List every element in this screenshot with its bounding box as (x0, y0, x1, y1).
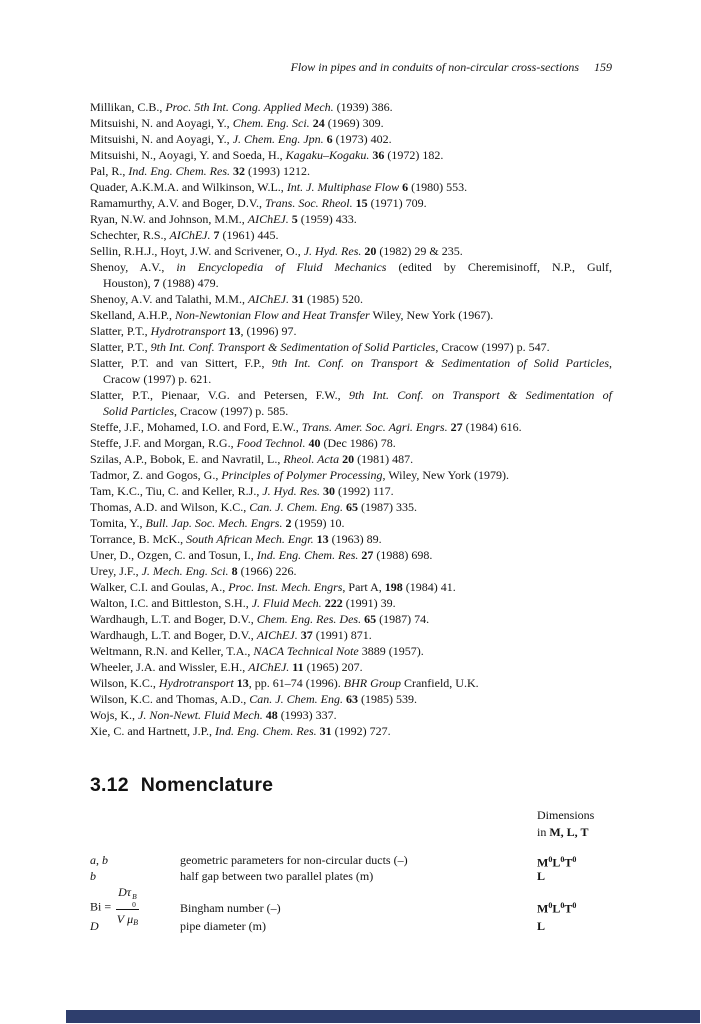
reference-entry (90, 131, 612, 147)
reference-line: Shenoy, A.V., in Encyclopedia of Fluid Mechanics (edited by Cheremisinoff, N.P., Gulf, (90, 260, 613, 274)
reference-entry (90, 595, 612, 611)
reference-entry (90, 627, 612, 643)
reference-line: Slatter, P.T. and van Sittert, F.P., 9th Int. Conf. on Transport & Sedimentation of Solid Particles, (90, 356, 613, 370)
reference-entry (90, 115, 612, 131)
reference-entry (90, 547, 612, 563)
reference-entry (90, 579, 612, 595)
reference-line: Szilas, A.P., Bobok, E. and Navratil, L., Rheol. Acta 20 (1981) 487. (90, 452, 414, 466)
nomenclature-row (90, 852, 612, 868)
reference-entry (90, 499, 612, 515)
reference-entry (90, 723, 612, 739)
reference-line: Slatter, P.T., 9th Int. Conf. Transport & Sedimentation of Solid Particles, Cracow (1997) p. 547. (90, 340, 550, 354)
reference-entry (90, 643, 612, 659)
reference-entry (90, 675, 612, 691)
fraction: Dτ B 0 V μB (116, 885, 139, 927)
reference-line: Millikan, C.B., Proc. 5th Int. Cong. Applied Mech. (1939) 386. (90, 100, 393, 114)
reference-line: Sellin, R.H.J., Hoyt, J.W. and Scrivener, O., J. Hyd. Res. 20 (1982) 29 & 235. (90, 244, 463, 258)
reference-line: Quader, A.K.M.A. and Wilkinson, W.L., Int. J. Multiphase Flow 6 (1980) 553. (90, 180, 468, 194)
reference-line: Mitsuishi, N. and Aoyagi, Y., Chem. Eng. Sci. 24 (1969) 309. (90, 116, 384, 130)
nomenclature-row (90, 918, 612, 934)
reference-entry (90, 163, 612, 179)
symbol-cell: D (90, 919, 99, 933)
reference-line: Solid Particles, Cracow (1997) p. 585. (103, 404, 289, 418)
symbol-cell: b (90, 869, 96, 883)
reference-line: Cracow (1997) p. 621. (103, 372, 212, 386)
reference-entry (90, 563, 612, 579)
reference-line: Houston), 7 (1988) 479. (103, 276, 219, 290)
reference-line: Walker, C.I. and Goulas, A., Proc. Inst. Mech. Engrs, Part A, 198 (1984) 41. (90, 580, 456, 594)
symbol-cell: a, b (90, 853, 108, 867)
reference-entry (90, 211, 612, 227)
dimensions-note (537, 807, 594, 841)
reference-line: Weltmann, R.N. and Keller, T.A., NACA Technical Note 3889 (1957). (90, 644, 424, 658)
reference-line: Ryan, N.W. and Johnson, M.M., AIChEJ. 5 (1959) 433. (90, 212, 357, 226)
reference-entry (90, 339, 612, 355)
description-cell: half gap between two parallel plates (m) (180, 869, 374, 883)
description-cell: Bingham number (–) (180, 900, 281, 915)
reference-line: Wilson, K.C. and Thomas, A.D., Can. J. Chem. Eng. 63 (1985) 539. (90, 692, 417, 706)
reference-entry (90, 611, 612, 627)
description-cell: geometric parameters for non-circular ducts (–) (180, 853, 408, 867)
symbol-cell: Bi = Dτ B 0 V μB (90, 884, 180, 931)
reference-entry (90, 243, 612, 259)
reference-entry (90, 419, 612, 435)
running-title: Flow in pipes and in conduits of non-circular cross-sections (290, 60, 579, 74)
nomenclature-row (90, 868, 612, 884)
dimension-cell: L (537, 919, 546, 933)
section-number: 3.12 (90, 774, 129, 796)
reference-line: Slatter, P.T., Hydrotransport 13, (1996) 97. (90, 324, 297, 338)
reference-line: Tomita, Y., Bull. Jap. Soc. Mech. Engrs. 2 (1959) 10. (90, 516, 345, 530)
dimensions-note-line1: Dimensions (537, 808, 595, 822)
reference-line: Shenoy, A.V. and Talathi, M.M., AIChEJ. 31 (1985) 520. (90, 292, 363, 306)
reference-line: Steffe, J.F. and Morgan, R.G., Food Technol. 40 (Dec 1986) 78. (90, 436, 396, 450)
reference-line: Wardhaugh, L.T. and Boger, D.V., Chem. Eng. Res. Des. 65 (1987) 74. (90, 612, 430, 626)
dimension-cell: $M^0L^0T^0$ (537, 855, 577, 870)
reference-line: Skelland, A.H.P., Non-Newtonian Flow and Heat Transfer Wiley, New York (1967). (90, 308, 494, 322)
reference-line: Steffe, J.F., Mohamed, I.O. and Ford, E.W., Trans. Amer. Soc. Agri. Engrs. 27 (1984) 616. (90, 420, 522, 434)
reference-line: Ramamurthy, A.V. and Boger, D.V., Trans. Soc. Rheol. 15 (1971) 709. (90, 196, 427, 210)
references-list (90, 99, 612, 739)
reference-entry (90, 387, 612, 419)
reference-line: Mitsuishi, N. and Aoyagi, Y., J. Chem. Eng. Jpn. 6 (1973) 402. (90, 132, 392, 146)
reference-entry (90, 99, 612, 115)
reference-entry (90, 227, 612, 243)
reference-entry (90, 467, 612, 483)
reference-entry (90, 691, 612, 707)
reference-line: Xie, C. and Hartnett, J.P., Ind. Eng. Chem. Res. 31 (1992) 727. (90, 724, 391, 738)
section-title: Nomenclature (140, 774, 274, 796)
reference-line: Mitsuishi, N., Aoyagi, Y. and Soeda, H., Kagaku–Kogaku. 36 (1972) 182. (90, 148, 444, 162)
reference-entry (90, 259, 612, 291)
reference-entry (90, 323, 612, 339)
reference-line: Torrance, B. McK., South African Mech. Engr. 13 (1963) 89. (90, 532, 382, 546)
reference-entry (90, 451, 612, 467)
scan-edge-bar (66, 1010, 700, 1023)
reference-entry (90, 195, 612, 211)
reference-entry (90, 659, 612, 675)
dimensions-note-line2: in M, L, T (537, 825, 589, 839)
reference-entry (90, 483, 612, 499)
reference-line: Walton, I.C. and Bittleston, S.H., J. Fluid Mech. 222 (1991) 39. (90, 596, 396, 610)
reference-line: Thomas, A.D. and Wilson, K.C., Can. J. Chem. Eng. 65 (1987) 335. (90, 500, 417, 514)
reference-line: Wojs, K., J. Non-Newt. Fluid Mech. 48 (1993) 337. (90, 708, 337, 722)
page-number: 159 (594, 60, 612, 74)
description-cell: pipe diameter (m) (180, 919, 266, 933)
reference-entry (90, 355, 612, 387)
reference-entry (90, 291, 612, 307)
reference-line: Wardhaugh, L.T. and Boger, D.V., AIChEJ. 37 (1991) 871. (90, 628, 372, 642)
running-head (90, 59, 612, 75)
reference-line: Urey, J.F., J. Mech. Eng. Sci. 8 (1966) 226. (90, 564, 297, 578)
reference-entry (90, 179, 612, 195)
reference-line: Wilson, K.C., Hydrotransport 13, pp. 61–74 (1996). BHR Group Cranfield, U.K. (90, 676, 479, 690)
dimension-cell: $M^0L^0T^0$ (537, 901, 577, 916)
dimension-cell: L (537, 869, 546, 883)
reference-entry (90, 435, 612, 451)
reference-entry (90, 707, 612, 723)
reference-entry (90, 307, 612, 323)
reference-line: Schechter, R.S., AIChEJ. 7 (1961) 445. (90, 228, 279, 242)
section-heading (90, 774, 273, 796)
reference-entry (90, 515, 612, 531)
reference-entry (90, 147, 612, 163)
reference-line: Pal, R., Ind. Eng. Chem. Res. 32 (1993) 1212. (90, 164, 310, 178)
reference-line: Tadmor, Z. and Gogos, G., Principles of Polymer Processing, Wiley, New York (1979). (90, 468, 510, 482)
reference-line: Tam, K.C., Tiu, C. and Keller, R.J., J. Hyd. Res. 30 (1992) 117. (90, 484, 394, 498)
reference-line: Uner, D., Ozgen, C. and Tosun, I., Ind. Eng. Chem. Res. 27 (1988) 698. (90, 548, 433, 562)
nomenclature-table (90, 852, 612, 934)
reference-line: Wheeler, J.A. and Wissler, E.H., AIChEJ. 11 (1965) 207. (90, 660, 363, 674)
reference-line: Slatter, P.T., Pienaar, V.G. and Petersen, F.W., 9th Int. Conf. on Transport & Sedimentation of (90, 388, 612, 402)
reference-entry (90, 531, 612, 547)
